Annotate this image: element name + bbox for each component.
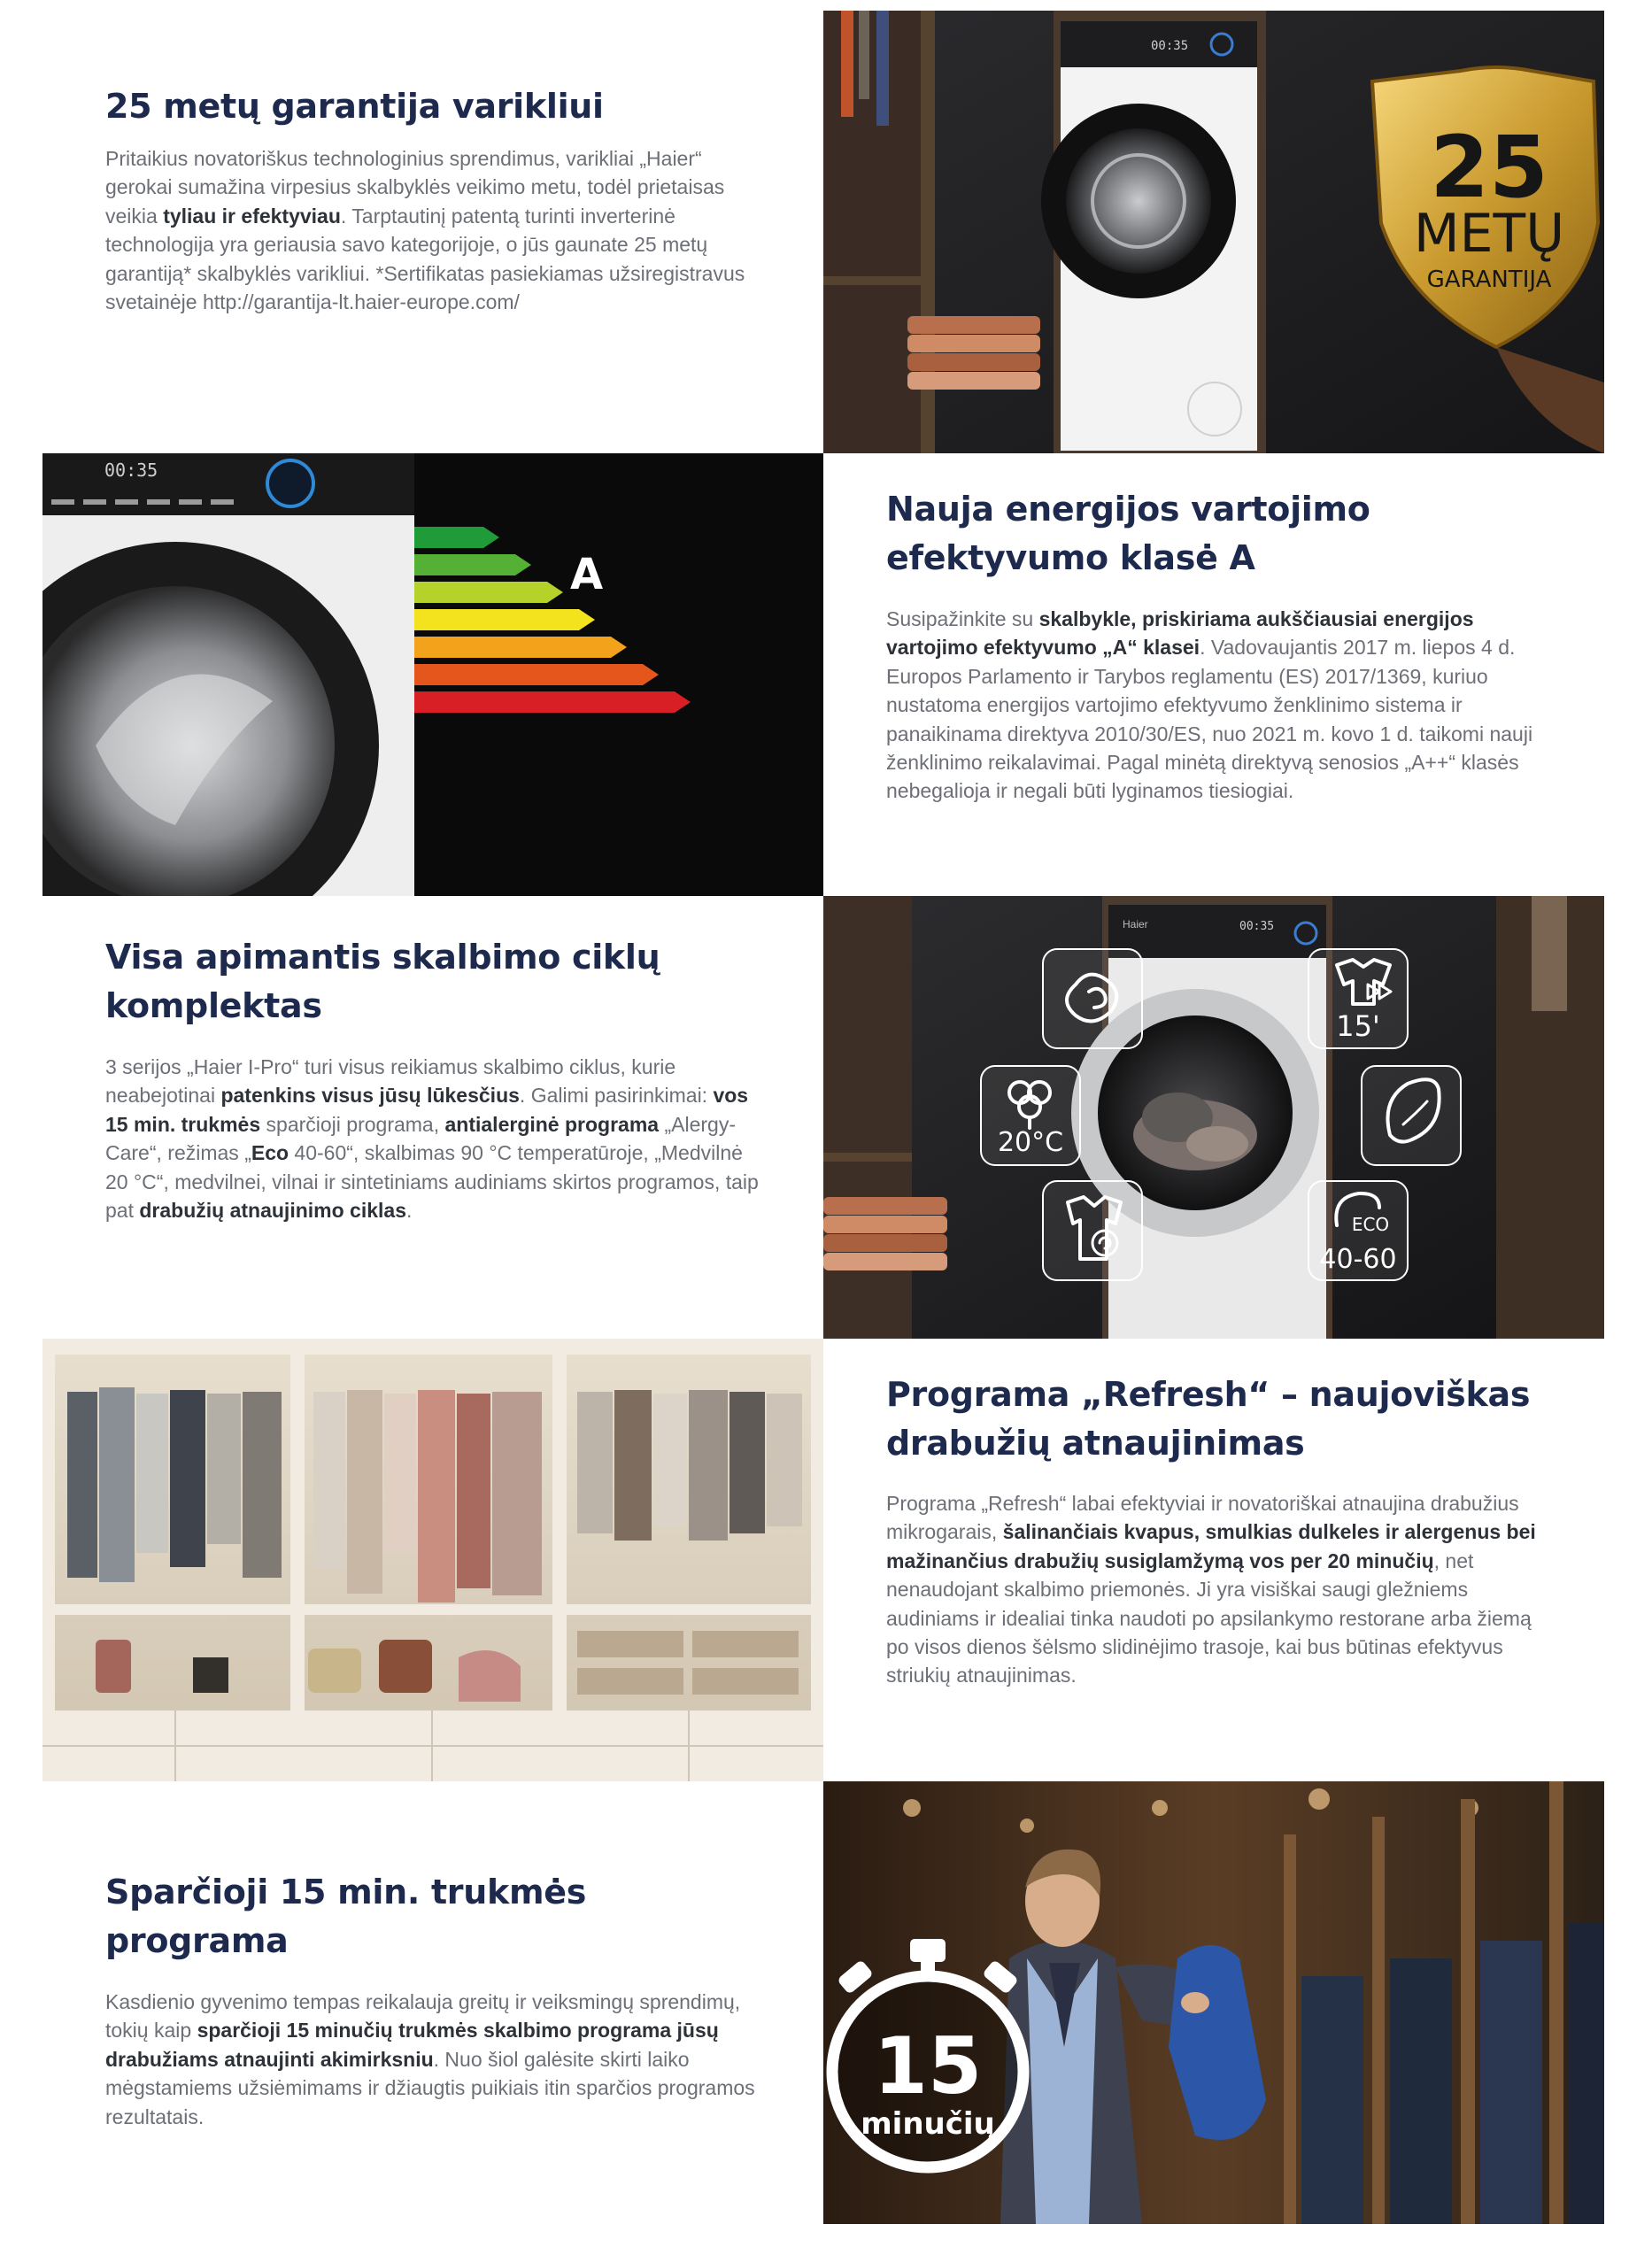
- quick-15-icon: [1308, 949, 1408, 1048]
- energy-bar-5: [414, 637, 627, 658]
- body-text: 40-60“, skalbimas 90 °C temperatūroje, „Medvilnė 20 °C“, medvilnei, vilnai ir sintetiniams audiniams skirtos programos, taip pat: [105, 1141, 759, 1223]
- section-row-3: [42, 896, 1604, 1339]
- section-row-2: [42, 453, 1604, 896]
- emphasis-text: šalinančiais kvapus, smulkias dulkeles ir alergenus bei mažinančius drabužių susiglamžymą vos per 20 minučių: [886, 1520, 1536, 1572]
- energy-display-time: 00:35: [104, 459, 158, 481]
- energy-title: Nauja energijos vartojimo efektyvumo klasė A: [886, 490, 1370, 577]
- programs-title: Visa apimantis skalbimo ciklų komplektas: [105, 938, 660, 1025]
- section-row-1: [42, 11, 1604, 453]
- energy-paragraph: [886, 605, 1542, 806]
- energy-bar-4: [414, 609, 595, 630]
- quick-15-label: 15': [1336, 1009, 1380, 1043]
- programs-brand: Haier: [1123, 918, 1148, 931]
- programs-paragraph: [105, 1053, 761, 1224]
- quick-text-block: [42, 1781, 823, 2224]
- body-text: . Galimi pasirinkimai:: [519, 1084, 714, 1108]
- stopwatch-number: 15: [873, 2020, 983, 2112]
- stopwatch-word: minučių: [861, 2106, 995, 2142]
- energy-bar-7: [414, 691, 691, 713]
- refresh-steam-icon: [1043, 1181, 1142, 1280]
- emphasis-text: vos 15 min. trukmės: [105, 1084, 749, 1136]
- emphasis-text: drabužių atnaujinimo ciklas: [139, 1199, 406, 1223]
- energy-text-block: [823, 453, 1604, 896]
- section-row-5: [42, 1781, 1604, 2224]
- emphasis-text: patenkins visus jūsų lūkesčius: [220, 1084, 520, 1108]
- badge-word: METŲ: [1413, 203, 1565, 265]
- delicate-leaf-icon: [1362, 1066, 1461, 1165]
- body-text: , net nenaudojant skalbimo priemonės. Ji yra visiškai saugi gležniems audiniams ir idealiai tinka naudoti po apsilankymo restorane arba žiemą po visos dienos šėlsmo slidinėjimo trasoje, kai bus būtinas efektyvus striukių atnaujinimas.: [886, 1548, 1532, 1687]
- warranty-text-block: [42, 11, 823, 453]
- energy-image: [42, 453, 823, 896]
- quick-title: Sparčioji 15 min. trukmės programa: [105, 1873, 587, 1960]
- refresh-text-block: [823, 1339, 1604, 1781]
- refresh-paragraph: [886, 1489, 1542, 1690]
- cotton-20-label: 20°C: [997, 1127, 1064, 1158]
- badge-sub: GARANTIJA: [1426, 266, 1552, 293]
- refresh-title: Programa „Refresh“ – naujoviškas drabužių atnaujinimas: [886, 1375, 1531, 1463]
- programs-text-block: [42, 896, 823, 1339]
- badge-number: 25: [1430, 118, 1548, 217]
- allergy-care-icon: [1043, 949, 1142, 1048]
- emphasis-text: antialerginė programa: [444, 1112, 660, 1136]
- section-row-4: [42, 1339, 1604, 1781]
- body-text: 3 serijos „Haier I-Pro“ turi visus reikiamus skalbimo ciklus, kurie neabejotinai: [105, 1055, 676, 1108]
- energy-bar-3: [414, 582, 563, 603]
- energy-class-label: A: [570, 550, 604, 599]
- quick-image: [823, 1781, 1604, 2224]
- body-text: .: [406, 1199, 413, 1223]
- body-text: . Vadovaujantis 2017 m. liepos 4 d. Europos Parlamento ir Tarybos reglamentu (ES) 2017/1369, kuriuo nustatoma energijos vartojimo efektyvumo ženklinimo sistema ir panaikinama direktyva 2010/30/ES, nuo 2021 m. kovo 1 d. taikomi nauji ženklinimo reikalavimai. Pagal minėtą direktyvą senosios „A++“ klasės nebegalioja ir negali būti lyginamos tiesiogiai.: [886, 636, 1533, 803]
- warranty-paragraph: [105, 144, 761, 316]
- body-text: Kasdienio gyvenimo tempas reikalauja greitų ir veiksmingų sprendimų, tokių kaip: [105, 1990, 741, 2043]
- eco-40-60-icon: [1308, 1181, 1408, 1280]
- emphasis-text: sparčioji 15 minučių trukmės skalbimo programa jūsų drabužiams atnaujinti akimirksniu: [105, 2019, 719, 2071]
- energy-bar-6: [414, 664, 659, 685]
- warranty-display-time: 00:35: [1151, 39, 1189, 53]
- body-text: Susipažinkite su: [886, 607, 1039, 630]
- emphasis-text: Eco: [251, 1141, 289, 1165]
- body-text: Programa „Refresh“ labai efektyviai ir novatoriškai atnaujina drabužius mikrogarais,: [886, 1492, 1519, 1544]
- warranty-title: 25 metų garantija varikliui: [105, 87, 604, 126]
- energy-bar-2: [414, 554, 531, 575]
- body-text: sparčioji programa,: [260, 1112, 445, 1136]
- programs-display-time: 00:35: [1239, 920, 1275, 933]
- energy-bar-1: [414, 527, 499, 548]
- cotton-20-icon: [981, 1066, 1080, 1165]
- body-text: . Tarptautinį patentą turinti inverterinė technologija yra geriausia savo kategorijoje, o jūs gaunate 25 metų garantiją* skalbyklės varikliui. *Sertifikatas pasiekiamas užsiregistravus svetainėje http://garantija-lt.haier-europe.com/: [105, 204, 745, 314]
- stopwatch-15-icon: [832, 1939, 1023, 2167]
- eco-label: ECO: [1351, 1214, 1390, 1235]
- body-text: Pritaikius novatoriškus technologinius sprendimus, varikliai „Haier“ gerokai sumažina virpesius skalbyklės veikimo metu, todėl prietaisas veikia: [105, 147, 725, 228]
- eco-4060-label: 40-60: [1319, 1244, 1397, 1275]
- warranty-image: [823, 11, 1604, 453]
- quick-paragraph: [105, 1988, 761, 2131]
- programs-image: [823, 896, 1604, 1339]
- emphasis-text: skalbykle, priskiriama aukščiausiai energijos vartojimo efektyvumo „A“ klasei: [886, 607, 1474, 660]
- wardrobe-image: [42, 1339, 823, 1781]
- body-text: . Nuo šiol galėsite skirti laiko mėgstamiems užsiėmimams ir džiaugtis puikiais itin sparčios programos rezultatais.: [105, 2047, 755, 2128]
- emphasis-text: tyliau ir efektyviau: [163, 204, 341, 228]
- body-text: „Alergy-Care“, režimas „: [105, 1112, 736, 1165]
